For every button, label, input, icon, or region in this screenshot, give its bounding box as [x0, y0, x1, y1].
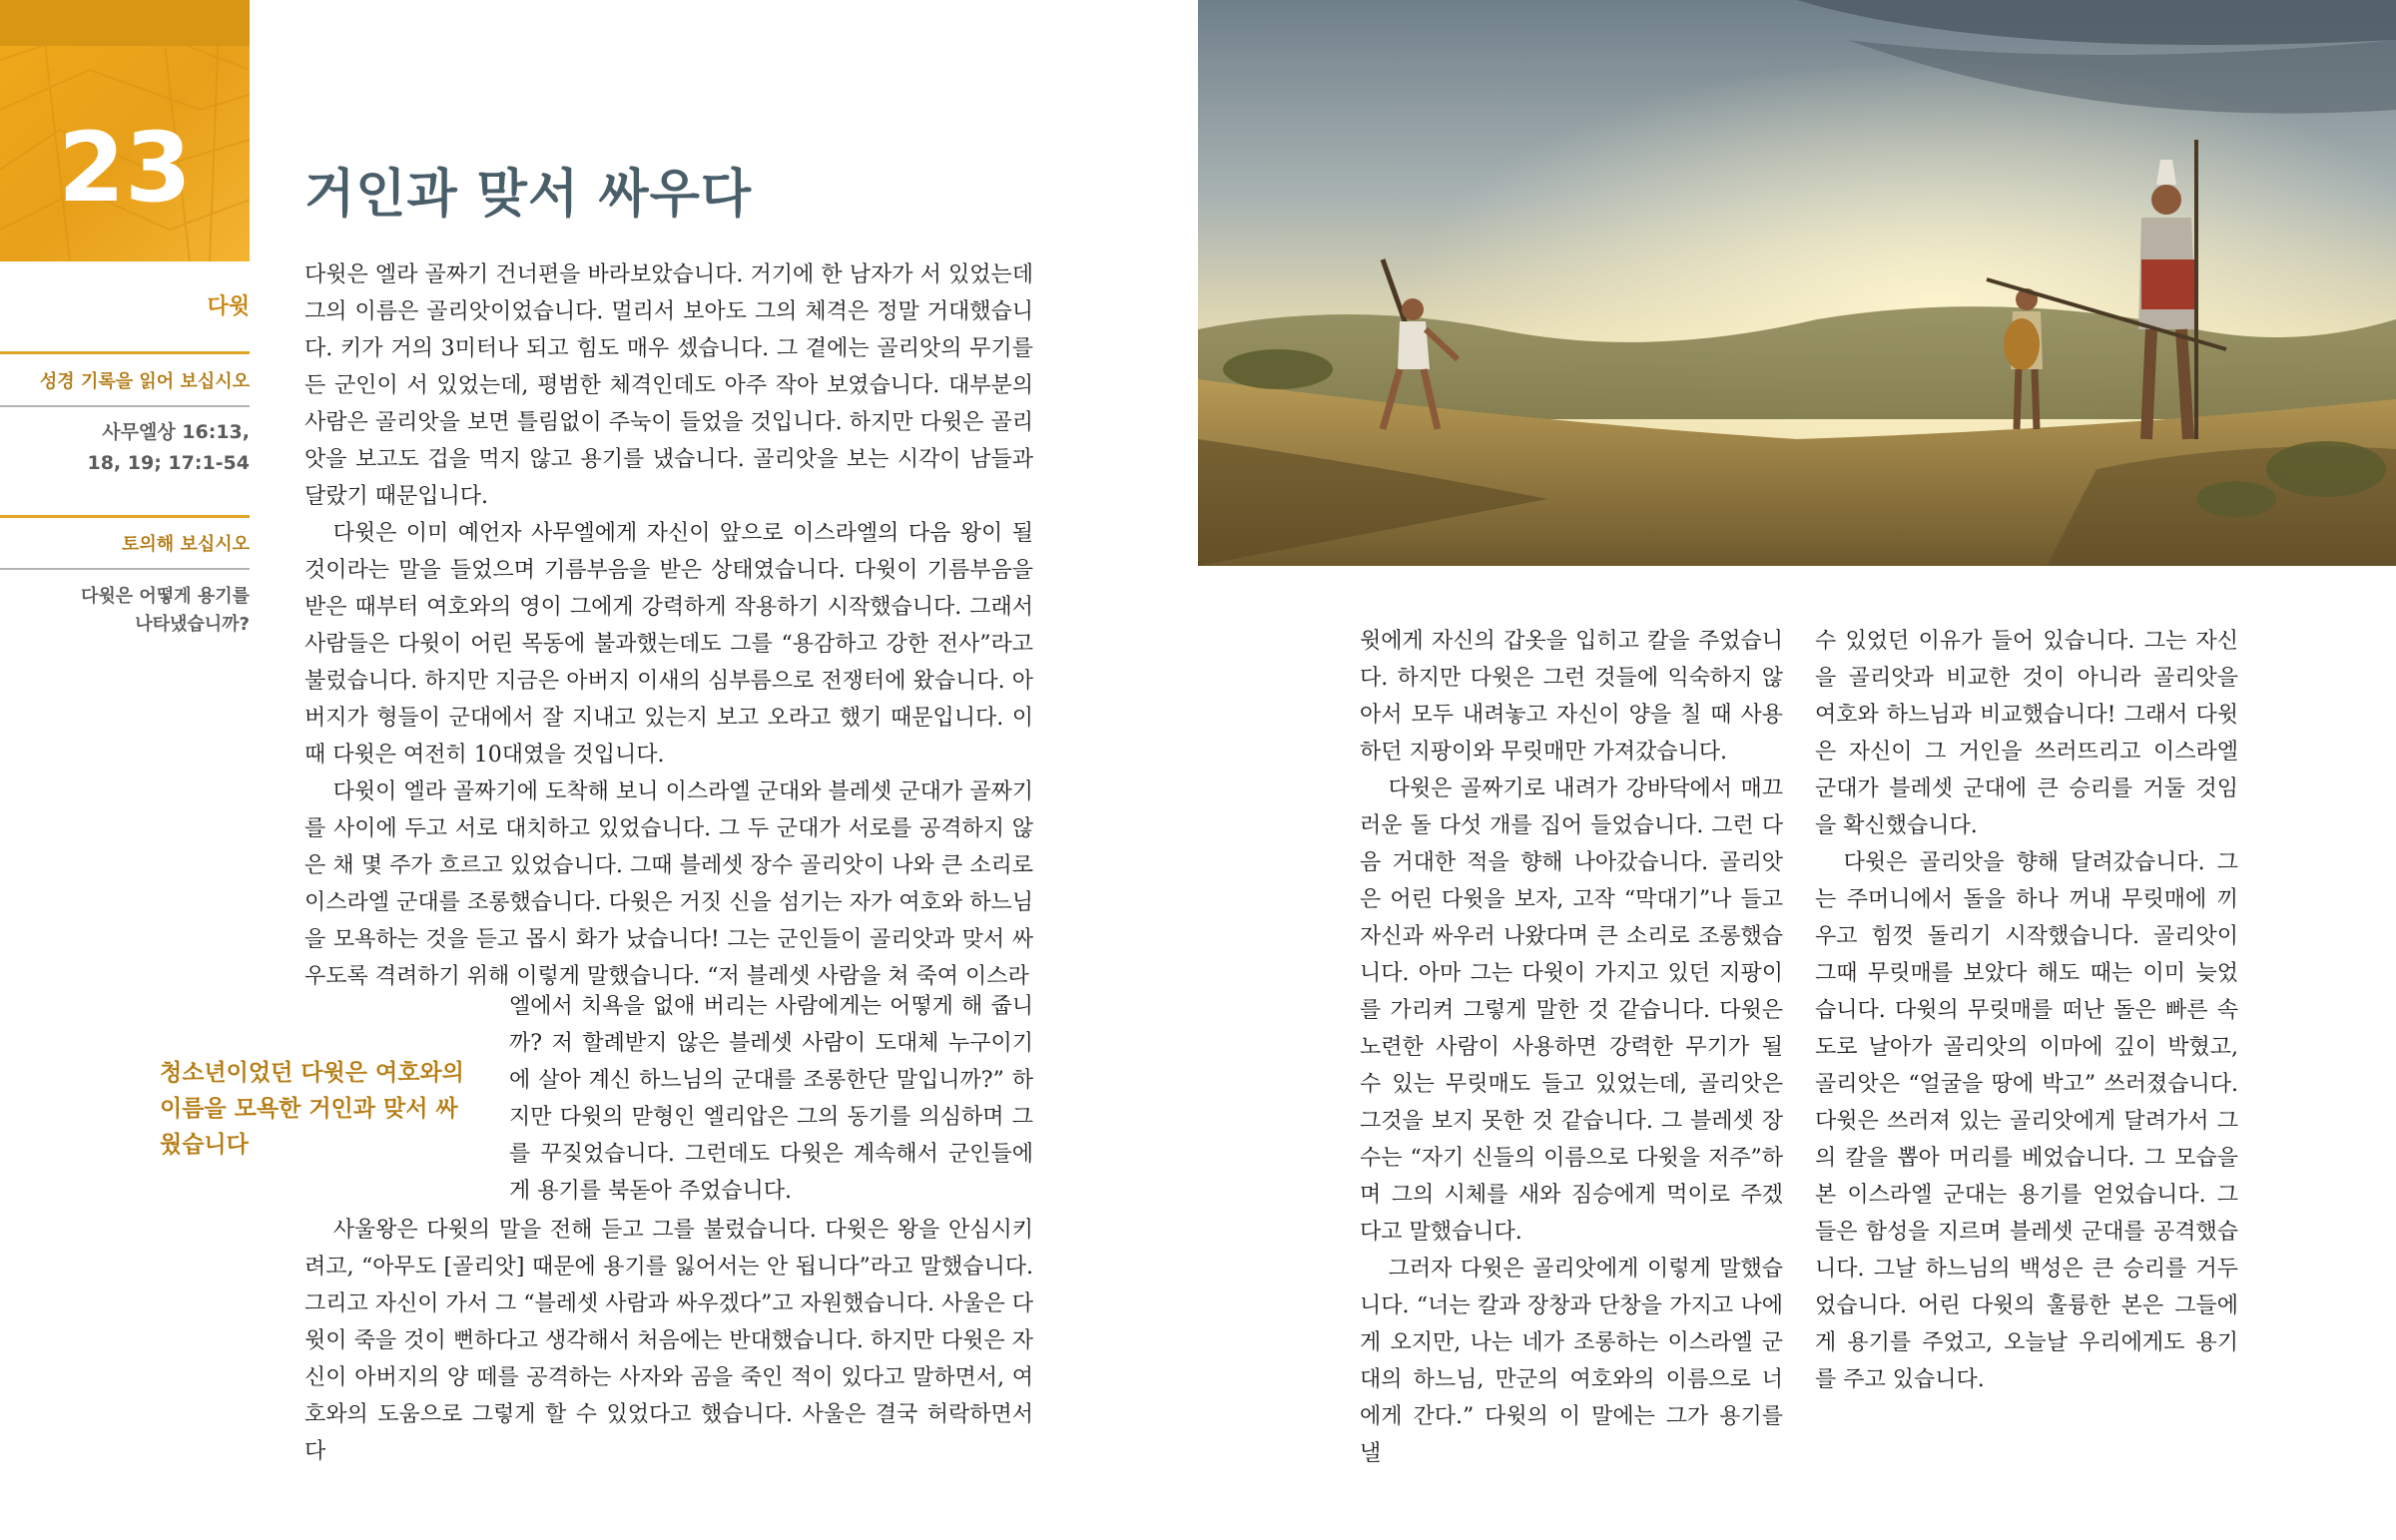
paragraph: 다윗은 골리앗을 향해 달려갔습니다. 그는 주머니에서 돌을 하나 꺼내 무릿매에 끼우고 힘껏 돌리기 시작했습니다. 골리앗이 그때 무릿매를 보았다 해도 때는 이미 늦었습니다. 다윗의 무릿매를 떠난 돌은 빠른 속도로 날아가 골리앗의 이마에 깊이 박혔고, 골리앗은 “얼굴을 땅에 박고” 쓰러졌습니다. 다윗은 쓰러져 있는 골리앗에게 달려가서 그의 칼을 뽑아 머리를 베었습니다. 그 모습을 본 이스라엘 군대는 용기를 얻었습니다. 그들은 함성을 지르며 블레셋 군대를 공격했습니다. 그날 하느님의 백성은 큰 승리를 거두었습니다. 어린 다윗의 훌륭한 본은 그들에게 용기를 주었고, 오늘날 우리에게도 용기를 주고 있습니다.: [1815, 850, 2238, 1392]
page-title: 거인과 맞서 싸우다: [304, 165, 753, 225]
paragraph: 다윗은 골짜기로 내려가 강바닥에서 매끄러운 돌 다섯 개를 집어 들었습니다. 그런 다음 거대한 적을 향해 나아갔습니다. 골리앗은 어린 다윗을 보자, 고작 “막대기”나 들고 자신과 싸우러 나왔다며 큰 소리로 조롱했습니다. 아마 그는 다윗이 가지고 있던 지팡이를 가리켜 그렇게 말한 것 같습니다. 다윗은 노련한 사람이 사용하면 강력한 무기가 될 수 있는 무릿매도 들고 있었는데, 골리앗은 그것을 보지 못한 것 같습니다. 그 블레셋 장수는 “자기 신들의 이름으로 다윗을 저주”하며 그의 시체를 새와 짐승에게 먹이로 주겠다고 말했습니다.: [1360, 776, 1783, 1245]
body-column-left: [304, 257, 1033, 995]
scripture-ref-line: 사무엘상 16:13,: [102, 421, 250, 443]
pull-quote: 청소년이었던 다윗은 여호와의 이름을 모욕한 거인과 맞서 싸웠습니다: [160, 1060, 464, 1158]
sidebar-read-heading: 성경 기록을 읽어 보십시오: [39, 371, 250, 392]
body-column-left-bottom: [304, 1212, 1033, 1470]
sidebar-divider: [0, 515, 250, 518]
sidebar-divider: [0, 568, 250, 570]
sidebar-divider: [0, 351, 250, 354]
chapter-number: 23: [58, 112, 192, 224]
body-column-right: [1815, 623, 2238, 1398]
body-column-middle: [1360, 623, 1783, 1472]
paragraph: 그러자 다윗은 골리앗에게 이렇게 말했습니다. “너는 칼과 장창과 단창을 가지고 나에게 오지만, 나는 네가 조롱하는 이스라엘 군대의 하느님, 만군의 여호와의 이름으로 너에게 간다.” 다윗의 이 말에는 그가 용기를 낼: [1360, 1257, 1783, 1466]
paragraph: 수 있었던 이유가 들어 있습니다. 그는 자신을 골리앗과 비교한 것이 아니라 골리앗을 여호와 하느님과 비교했습니다! 그래서 다윗은 자신이 그 거인을 쓰러뜨리고 이스라엘 군대가 블레셋 군대에 큰 승리를 거둘 것임을 확신했습니다.: [1815, 629, 2238, 838]
illustration-painting: [1198, 0, 2396, 566]
paragraph: 엘에서 치욕을 없애 버리는 사람에게는 어떻게 해 줍니까? 저 할례받지 않은 블레셋 사람이 도대체 누구이기에 살아 계신 하느님의 군대를 조롱한단 말입니까?” 하지만 다윗의 맏형인 엘리압은 그의 동기를 의심하며 그를 꾸짖었습니다. 그런데도 다윗은 계속해서 군인들에게 용기를 북돋아 주었습니다.: [509, 994, 1033, 1204]
paragraph: 윗에게 자신의 갑옷을 입히고 칼을 주었습니다. 하지만 다윗은 그런 것들에 익숙하지 않아서 모두 내려놓고 자신이 양을 칠 때 사용하던 지팡이와 무릿매만 가져갔습니다.: [1360, 629, 1783, 765]
chapter-tab-strip: [0, 0, 250, 46]
chapter-tab: [0, 0, 250, 261]
scripture-ref-line: 18, 19; 17:1-54: [87, 452, 250, 474]
sidebar-scripture-refs: [0, 417, 250, 479]
sidebar-discuss-question: [0, 583, 250, 639]
question-line: 다윗은 어떻게 용기를: [80, 586, 250, 607]
paragraph: 다윗은 이미 예언자 사무엘에게 자신이 앞으로 이스라엘의 다음 왕이 될 것이라는 말을 들었으며 기름부음을 받은 상태였습니다. 다윗이 기름부음을 받은 때부터 여호와의 영이 그에게 강력하게 작용하기 시작했습니다. 그래서 사람들은 다윗이 어린 목동에 불과했는데도 그를 “용감하고 강한 전사”라고 불렀습니다. 하지만 지금은 아버지 이새의 심부름으로 전쟁터에 왔습니다. 아버지가 형들이 군대에서 잘 지내고 있는지 보고 오라고 했기 때문입니다. 이때 다윗은 여전히 10대였을 것입니다.: [304, 521, 1033, 768]
paragraph: 다윗은 엘라 골짜기 건너편을 바라보았습니다. 거기에 한 남자가 서 있었는데 그의 이름은 골리앗이었습니다. 멀리서 보아도 그의 체격은 정말 거대했습니다. 키가 거의 3미터나 되고 힘도 매우 셌습니다. 그 곁에는 골리앗의 무기를 든 군인이 서 있었는데, 평범한 체격인데도 아주 작아 보였습니다. 대부분의 사람은 골리앗을 보면 틀림없이 주눅이 들었을 것입니다. 하지만 다윗은 골리앗을 보고도 겁을 먹지 않고 용기를 냈습니다. 골리앗을 보는 시각이 남들과 달랐기 때문입니다.: [304, 262, 1033, 509]
question-line: 나타냈습니까?: [135, 614, 250, 635]
sidebar-discuss-heading: 토의해 보십시오: [122, 534, 250, 555]
david-goliath-illustration: [1198, 0, 2396, 566]
sidebar-character-name: 다윗: [207, 294, 250, 319]
body-column-left-inset: [509, 988, 1033, 1210]
paragraph: 사울왕은 다윗의 말을 전해 듣고 그를 불렀습니다. 다윗은 왕을 안심시키려고, “아무도 [골리앗] 때문에 용기를 잃어서는 안 됩니다”라고 말했습니다. 그리고 자신이 가서 그 “블레셋 사람과 싸우겠다”고 자원했습니다. 사울은 다윗이 죽을 것이 뻔하다고 생각해서 처음에는 반대했습니다. 하지만 다윗은 자신이 아버지의 양 떼를 공격하는 사자와 곰을 죽인 적이 있다고 말하면서, 여호와의 도움으로 그렇게 할 수 있었다고 했습니다. 사울은 결국 허락하면서 다: [304, 1218, 1033, 1464]
paragraph: 다윗이 엘라 골짜기에 도착해 보니 이스라엘 군대와 블레셋 군대가 골짜기를 사이에 두고 서로 대치하고 있었습니다. 그 두 군대가 서로를 공격하지 않은 채 몇 주가 흐르고 있었습니다. 그때 블레셋 장수 골리앗이 나와 큰 소리로 이스라엘 군대를 조롱했습니다. 다윗은 거짓 신을 섬기는 자가 여호와 하느님을 모욕하는 것을 듣고 몹시 화가 났습니다! 그는 군인들이 골리앗과 맞서 싸우도록 격려하기 위해 이렇게 말했습니다. “저 블레셋 사람을 쳐 죽여 이스라: [304, 779, 1033, 989]
sidebar-divider: [0, 405, 250, 407]
